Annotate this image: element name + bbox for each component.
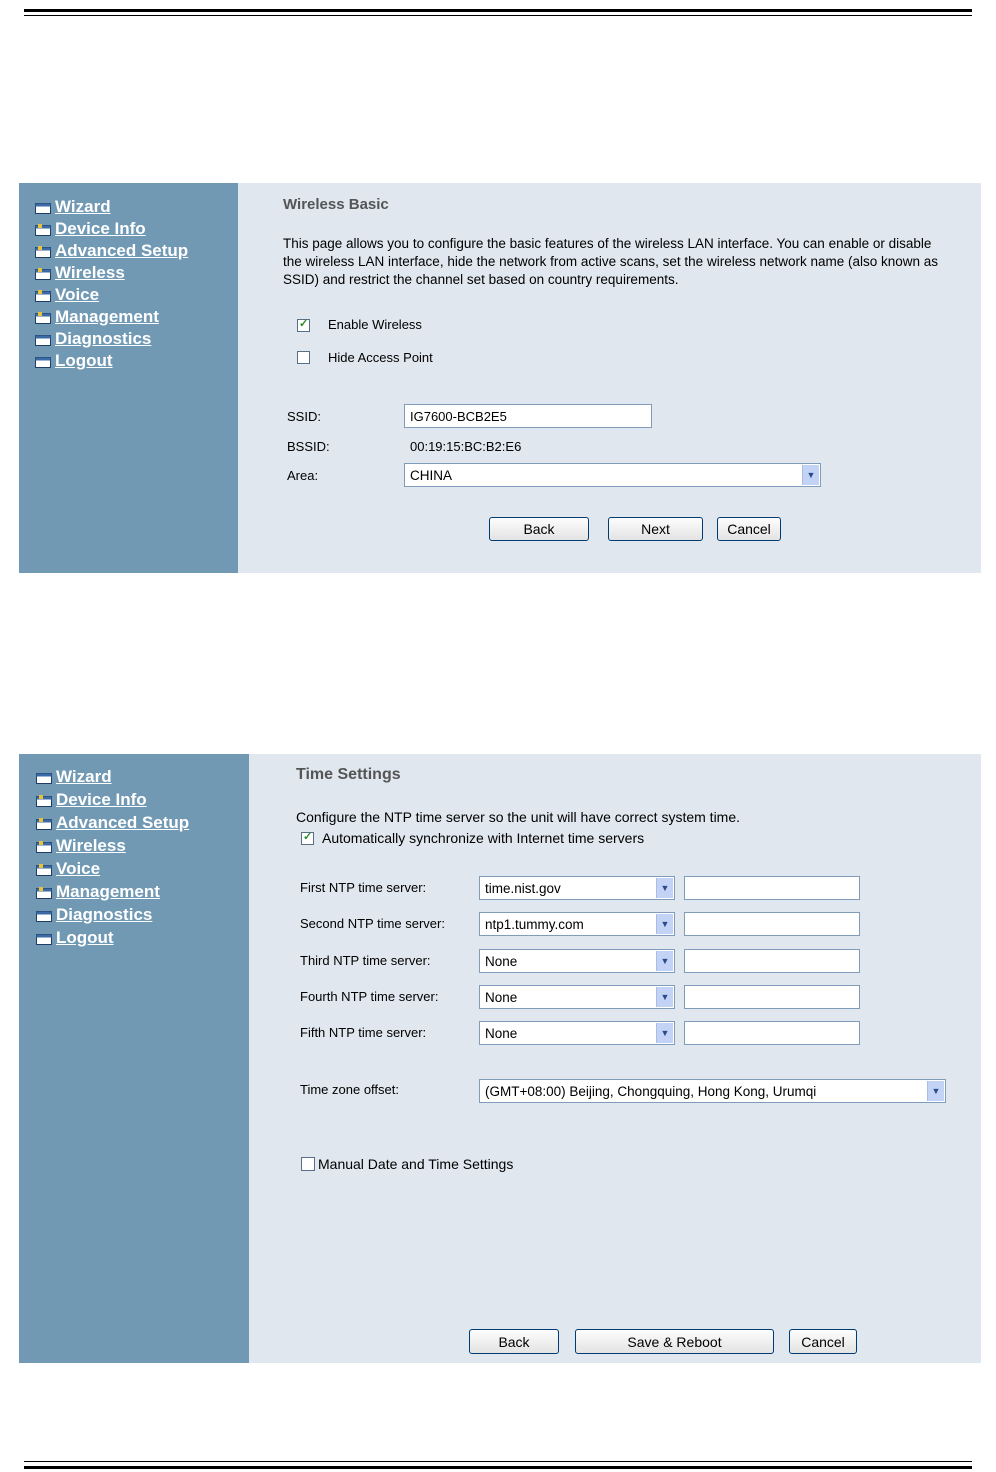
main-content: [238, 183, 981, 573]
manual-date-time-label: Manual Date and Time Settings: [318, 1156, 514, 1172]
folder-plus-icon: [36, 863, 52, 875]
ntp-server-value: None: [485, 989, 518, 1005]
chevron-down-icon[interactable]: ▼: [656, 878, 673, 898]
ntp-server-value: ntp1.tummy.com: [485, 916, 584, 932]
sidebar-item-device-info[interactable]: [35, 219, 146, 239]
sidebar-link[interactable]: Advanced Setup: [55, 241, 189, 260]
description-line: SSID) and restrict the channel set based on country requirements.: [283, 272, 679, 287]
sidebar: [19, 183, 238, 573]
sidebar-link[interactable]: Diagnostics: [56, 905, 153, 924]
bssid-label: BSSID:: [287, 439, 330, 454]
cancel-button[interactable]: Cancel: [789, 1329, 857, 1354]
folder-plus-icon: [35, 289, 51, 301]
area-select-value: CHINA: [410, 467, 453, 483]
save-reboot-button[interactable]: Save & Reboot: [575, 1329, 774, 1354]
ntp-server-value: None: [485, 953, 518, 969]
time-settings-screenshot: [19, 754, 981, 1363]
sidebar-link[interactable]: Management: [55, 307, 159, 326]
ntp-server-label: First NTP time server:: [300, 880, 427, 895]
sidebar-link[interactable]: Diagnostics: [55, 329, 152, 348]
sidebar-link[interactable]: Device Info: [56, 790, 147, 809]
ssid-label: SSID:: [287, 409, 321, 424]
auto-sync-checkbox[interactable]: [301, 832, 314, 845]
manual-date-time-checkbox[interactable]: [301, 1157, 315, 1171]
sidebar-link[interactable]: Wireless: [55, 263, 125, 282]
cancel-button[interactable]: Cancel: [717, 517, 781, 541]
sidebar-link[interactable]: Voice: [56, 859, 101, 878]
description-line: the wireless LAN interface, hide the network from active scans, set the wireless network name (also known as: [283, 254, 939, 269]
next-button[interactable]: Next: [608, 517, 703, 541]
folder-icon: [36, 932, 52, 944]
sidebar-link[interactable]: Logout: [56, 928, 114, 947]
ntp-custom-input[interactable]: [684, 949, 860, 973]
folder-plus-icon: [35, 223, 51, 235]
folder-plus-icon: [36, 817, 52, 829]
sidebar-item-advanced-setup[interactable]: [36, 813, 189, 833]
sidebar-item-wizard[interactable]: [36, 767, 112, 787]
sidebar-link[interactable]: Advanced Setup: [56, 813, 190, 832]
folder-plus-icon: [35, 267, 51, 279]
ntp-server-label: Third NTP time server:: [300, 953, 431, 968]
check-icon: ✓: [299, 318, 309, 330]
sidebar-item-wireless[interactable]: [36, 836, 126, 856]
folder-plus-icon: [36, 886, 52, 898]
sidebar-link[interactable]: Logout: [55, 351, 113, 370]
sidebar-link[interactable]: Wizard: [56, 767, 112, 786]
sidebar-item-device-info[interactable]: [36, 790, 147, 810]
page-description: [283, 235, 983, 289]
ntp-custom-input[interactable]: [684, 1021, 860, 1045]
ntp-server-select[interactable]: [479, 912, 675, 936]
ntp-custom-input[interactable]: [684, 985, 860, 1009]
ntp-server-select[interactable]: [479, 949, 675, 973]
back-button[interactable]: Back: [489, 517, 589, 541]
chevron-down-icon[interactable]: ▼: [927, 1081, 944, 1101]
time-zone-value: (GMT+08:00) Beijing, Chongquing, Hong Kong, Urumqi: [485, 1083, 817, 1099]
sidebar-item-diagnostics[interactable]: [36, 905, 152, 925]
sidebar: [19, 754, 249, 1363]
chevron-down-icon[interactable]: ▼: [656, 914, 673, 934]
wireless-basic-screenshot: [19, 183, 981, 573]
ntp-server-value: None: [485, 1025, 518, 1041]
sidebar-link[interactable]: Wizard: [55, 197, 111, 216]
chevron-down-icon[interactable]: ▼: [802, 465, 819, 485]
enable-wireless-checkbox[interactable]: [297, 319, 310, 332]
ntp-server-select[interactable]: [479, 876, 675, 900]
sidebar-link[interactable]: Voice: [55, 285, 100, 304]
ntp-server-select[interactable]: [479, 1021, 675, 1045]
area-label: Area:: [287, 468, 319, 483]
folder-icon: [36, 909, 52, 921]
header-rule: [24, 9, 972, 12]
description-line: This page allows you to configure the basic features of the wireless LAN interface. You can enable or disable: [283, 236, 932, 251]
sidebar-item-logout[interactable]: [36, 928, 114, 948]
header-rule-thin: [24, 15, 972, 16]
sidebar-item-management[interactable]: [36, 882, 160, 902]
back-button[interactable]: Back: [469, 1329, 559, 1354]
ntp-server-label: Fifth NTP time server:: [300, 1025, 427, 1040]
chevron-down-icon[interactable]: ▼: [656, 951, 673, 971]
auto-sync-label: Automatically synchronize with Internet time servers: [322, 830, 645, 846]
bssid-value: 00:19:15:BC:B2:E6: [410, 439, 522, 454]
footer-rule-thin: [24, 1461, 972, 1462]
sidebar-item-wireless[interactable]: [35, 263, 125, 283]
chevron-down-icon[interactable]: ▼: [656, 1023, 673, 1043]
sidebar-item-management[interactable]: [35, 307, 159, 327]
ntp-server-value: time.nist.gov: [485, 880, 561, 896]
main-content: [249, 754, 981, 1363]
folder-plus-icon: [36, 840, 52, 852]
ntp-server-label: Second NTP time server:: [300, 916, 445, 931]
folder-plus-icon: [36, 794, 52, 806]
sidebar-item-logout[interactable]: [35, 351, 113, 371]
page-title: Wireless Basic: [283, 196, 389, 213]
sidebar-link[interactable]: Management: [56, 882, 160, 901]
enable-wireless-label: Enable Wireless: [328, 317, 422, 332]
time-zone-select[interactable]: [479, 1079, 946, 1103]
ntp-custom-input[interactable]: [684, 876, 860, 900]
hide-access-point-checkbox[interactable]: [297, 351, 310, 364]
sidebar-link[interactable]: Device Info: [55, 219, 146, 238]
sidebar-link[interactable]: Wireless: [56, 836, 126, 855]
folder-icon: [35, 333, 51, 345]
ssid-input[interactable]: IG7600-BCB2E5: [404, 404, 652, 428]
folder-icon: [35, 355, 51, 367]
sidebar-item-voice[interactable]: [36, 859, 100, 879]
sidebar-item-voice[interactable]: [35, 285, 99, 305]
folder-plus-icon: [35, 311, 51, 323]
ntp-custom-input[interactable]: [684, 912, 860, 936]
ntp-server-label: Fourth NTP time server:: [300, 989, 439, 1004]
folder-plus-icon: [35, 245, 51, 257]
chevron-down-icon[interactable]: ▼: [656, 987, 673, 1007]
folder-icon: [36, 771, 52, 783]
check-icon: ✓: [303, 831, 313, 843]
page-description: Configure the NTP time server so the unit will have correct system time.: [296, 809, 741, 825]
ntp-server-select[interactable]: [479, 985, 675, 1009]
sidebar-item-advanced-setup[interactable]: [35, 241, 188, 261]
page-title: Time Settings: [296, 766, 401, 783]
sidebar-item-wizard[interactable]: [35, 197, 111, 217]
footer-rule: [24, 1466, 972, 1469]
area-select[interactable]: [404, 463, 821, 487]
folder-icon: [35, 201, 51, 213]
time-zone-label: Time zone offset:: [300, 1082, 399, 1097]
hide-access-point-label: Hide Access Point: [328, 350, 433, 365]
sidebar-item-diagnostics[interactable]: [35, 329, 151, 349]
